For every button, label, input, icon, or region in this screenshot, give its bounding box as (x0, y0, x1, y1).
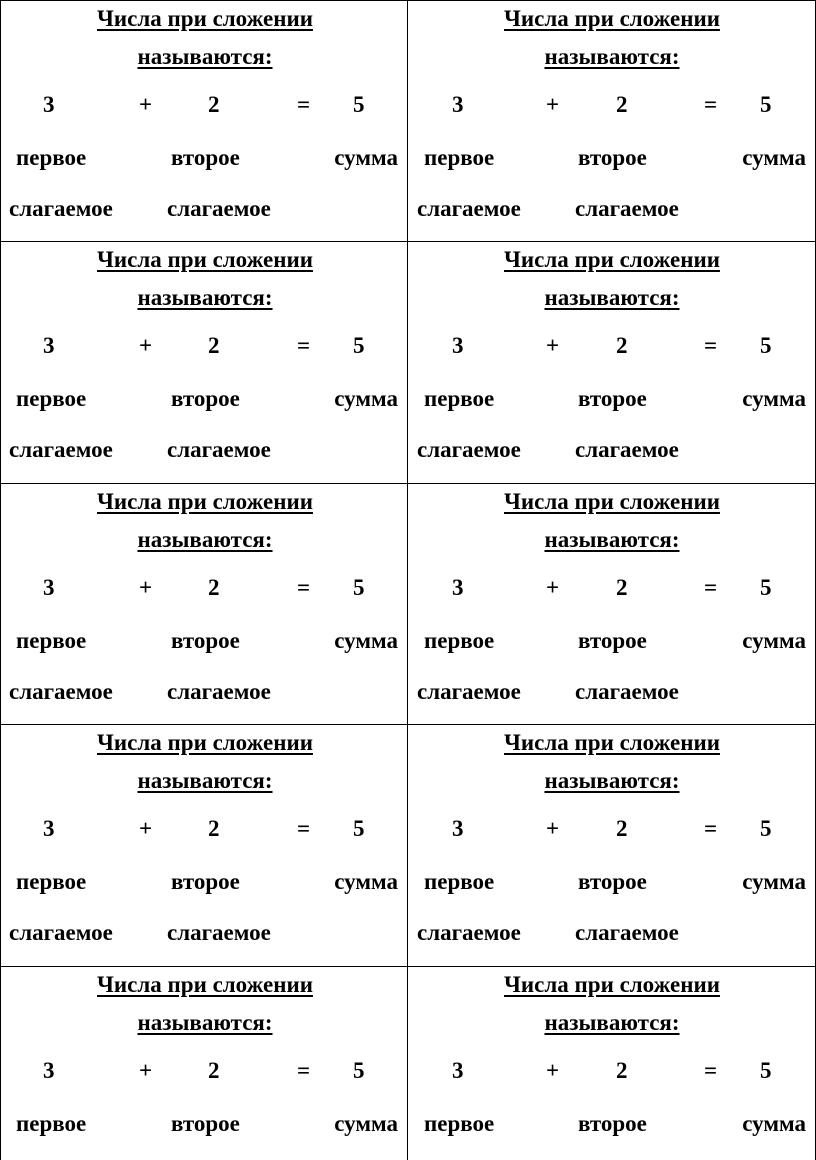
equation-equals-sign: = (704, 816, 718, 841)
equation-first-number: 3 (452, 575, 464, 600)
label-addend-2: слагаемое (167, 679, 271, 704)
equation-first-number: 3 (43, 333, 55, 358)
label-sum: сумма (334, 386, 398, 411)
equation-second-number: 2 (208, 92, 220, 117)
label-sum: сумма (334, 869, 398, 894)
equation-plus-sign: + (139, 92, 153, 117)
label-addend-1: слагаемое (417, 196, 521, 221)
equation-equals-sign: = (297, 816, 311, 841)
label-sum: сумма (742, 145, 806, 170)
card (0, 242, 408, 484)
equation-second-number: 2 (616, 575, 628, 600)
equation-second-number: 2 (208, 816, 220, 841)
label-second: второе (578, 145, 647, 170)
card-title-line-1: Числа при сложении (97, 489, 313, 514)
equation-result: 5 (353, 1058, 365, 1083)
card-title-line-2: называются: (137, 768, 273, 793)
card (408, 484, 816, 725)
card-title-line-1: Числа при сложении (504, 6, 720, 31)
card-title-line-1: Числа при сложении (97, 972, 313, 997)
label-sum: сумма (334, 1111, 398, 1136)
label-first: первое (424, 1111, 495, 1136)
card-title-line-2: называются: (137, 527, 273, 552)
equation-equals-sign: = (297, 575, 311, 600)
equation-plus-sign: + (546, 816, 560, 841)
equation-result: 5 (353, 816, 365, 841)
equation-plus-sign: + (546, 575, 560, 600)
equation-first-number: 3 (452, 816, 464, 841)
equation-plus-sign: + (139, 333, 153, 358)
label-second: второе (578, 869, 647, 894)
card-title-line-2: называются: (544, 1010, 680, 1035)
label-sum: сумма (334, 145, 398, 170)
equation-equals-sign: = (297, 92, 311, 117)
card (408, 967, 816, 1160)
equation-result: 5 (760, 575, 772, 600)
equation-result: 5 (760, 1058, 772, 1083)
label-first: первое (16, 869, 87, 894)
equation-result: 5 (760, 816, 772, 841)
label-addend-2: слагаемое (575, 437, 679, 462)
label-first: первое (424, 869, 495, 894)
equation-equals-sign: = (297, 333, 311, 358)
equation-plus-sign: + (139, 1058, 153, 1083)
equation-first-number: 3 (43, 816, 55, 841)
label-second: второе (171, 1111, 240, 1136)
label-addend-2: слагаемое (167, 920, 271, 945)
card (0, 967, 408, 1160)
label-sum: сумма (742, 1111, 806, 1136)
card-title-line-1: Числа при сложении (97, 6, 313, 31)
card (408, 0, 816, 242)
label-first: первое (16, 145, 87, 170)
card-title-line-1: Числа при сложении (504, 247, 720, 272)
label-second: второе (171, 628, 240, 653)
equation-result: 5 (353, 92, 365, 117)
equation-result: 5 (760, 333, 772, 358)
label-addend-2: слагаемое (575, 196, 679, 221)
equation-result: 5 (760, 92, 772, 117)
label-sum: сумма (742, 869, 806, 894)
card-title-line-1: Числа при сложении (504, 730, 720, 755)
card-title-line-2: называются: (137, 1010, 273, 1035)
label-addend-1: слагаемое (417, 437, 521, 462)
equation-first-number: 3 (452, 1058, 464, 1083)
card-title-line-2: называются: (544, 285, 680, 310)
equation-equals-sign: = (704, 333, 718, 358)
equation-plus-sign: + (546, 333, 560, 358)
card-title-line-2: называются: (137, 285, 273, 310)
equation-equals-sign: = (297, 1058, 311, 1083)
label-second: второе (578, 1111, 647, 1136)
label-second: второе (578, 386, 647, 411)
equation-first-number: 3 (43, 1058, 55, 1083)
equation-first-number: 3 (43, 575, 55, 600)
label-second: второе (171, 386, 240, 411)
card-title-line-2: называются: (544, 44, 680, 69)
equation-first-number: 3 (452, 92, 464, 117)
label-addend-1: слагаемое (417, 679, 521, 704)
label-first: первое (424, 145, 495, 170)
label-second: второе (171, 869, 240, 894)
label-first: первое (424, 628, 495, 653)
equation-second-number: 2 (616, 816, 628, 841)
card-title-line-2: называются: (544, 527, 680, 552)
equation-plus-sign: + (139, 575, 153, 600)
card-title-line-2: называются: (137, 44, 273, 69)
equation-second-number: 2 (616, 333, 628, 358)
card (0, 484, 408, 725)
label-addend-2: слагаемое (167, 437, 271, 462)
equation-second-number: 2 (616, 92, 628, 117)
label-second: второе (171, 145, 240, 170)
equation-equals-sign: = (704, 1058, 718, 1083)
label-addend-2: слагаемое (167, 196, 271, 221)
equation-second-number: 2 (208, 575, 220, 600)
label-addend-1: слагаемое (417, 920, 521, 945)
equation-first-number: 3 (43, 92, 55, 117)
equation-second-number: 2 (208, 333, 220, 358)
equation-result: 5 (353, 333, 365, 358)
equation-second-number: 2 (616, 1058, 628, 1083)
label-first: первое (424, 386, 495, 411)
equation-first-number: 3 (452, 333, 464, 358)
equation-second-number: 2 (208, 1058, 220, 1083)
card (408, 242, 816, 484)
equation-plus-sign: + (546, 92, 560, 117)
label-addend-1: слагаемое (9, 679, 113, 704)
label-sum: сумма (742, 628, 806, 653)
label-sum: сумма (334, 628, 398, 653)
label-addend-2: слагаемое (575, 679, 679, 704)
equation-result: 5 (353, 575, 365, 600)
equation-equals-sign: = (704, 575, 718, 600)
equation-plus-sign: + (546, 1058, 560, 1083)
label-first: первое (16, 628, 87, 653)
card-title-line-2: называются: (544, 768, 680, 793)
equation-plus-sign: + (139, 816, 153, 841)
equation-equals-sign: = (704, 92, 718, 117)
label-addend-1: слагаемое (9, 437, 113, 462)
card-title-line-1: Числа при сложении (504, 489, 720, 514)
label-addend-1: слагаемое (9, 920, 113, 945)
label-first: первое (16, 386, 87, 411)
label-addend-1: слагаемое (9, 196, 113, 221)
label-first: первое (16, 1111, 87, 1136)
label-sum: сумма (742, 386, 806, 411)
label-second: второе (578, 628, 647, 653)
card (0, 725, 408, 967)
card (0, 0, 408, 242)
card-title-line-1: Числа при сложении (97, 247, 313, 272)
card-title-line-1: Числа при сложении (97, 730, 313, 755)
label-addend-2: слагаемое (575, 920, 679, 945)
card-title-line-1: Числа при сложении (504, 972, 720, 997)
card (408, 725, 816, 967)
